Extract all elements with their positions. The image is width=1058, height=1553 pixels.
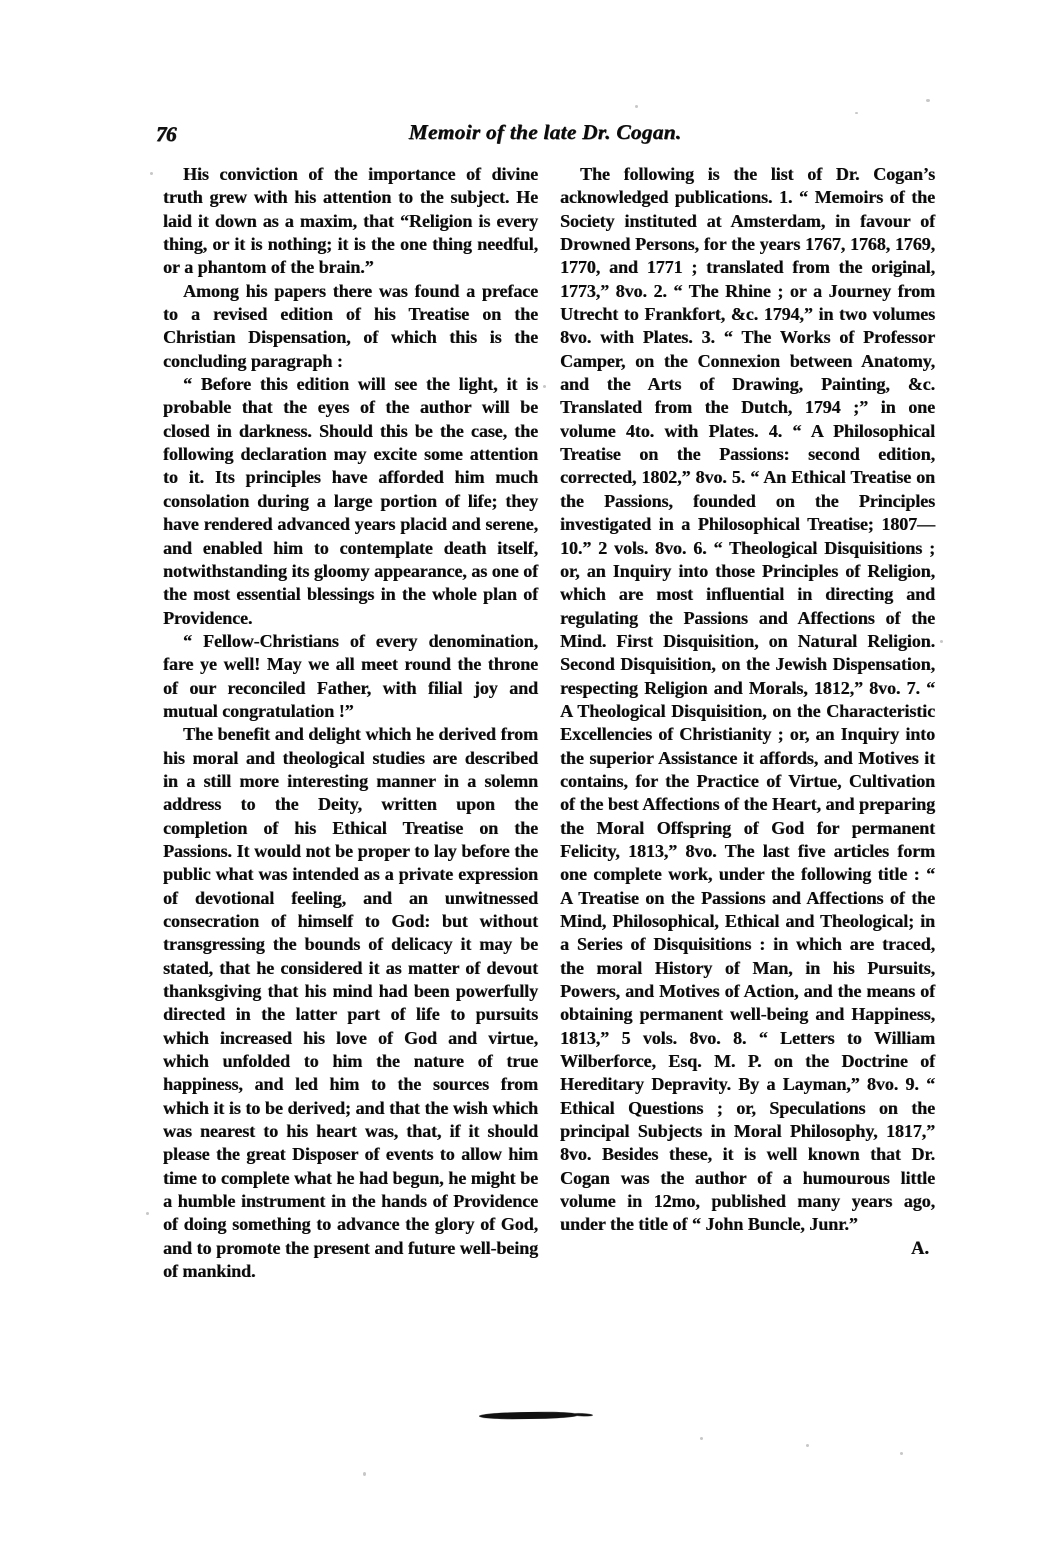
section-ornament-rule	[479, 1411, 579, 1419]
scan-speck	[940, 640, 943, 643]
scan-speck	[806, 1444, 809, 1447]
right-text-column	[560, 163, 935, 1284]
scan-speck	[146, 1212, 149, 1215]
body-columns	[163, 163, 935, 1284]
article-signature: A.	[911, 1238, 929, 1259]
paragraph: Among his papers there was found a preface to a revised edition of his Treatise on the Christian Dispensation, of which this is the concluding paragraph :	[163, 280, 538, 371]
scan-speck	[855, 112, 858, 114]
scan-speck	[543, 385, 546, 388]
scan-speck	[635, 105, 638, 108]
left-text-column	[163, 163, 538, 1284]
scan-speck	[900, 1452, 903, 1455]
paragraph: The following is the list of Dr. Cogan’s acknowledged publications. 1. “ Memoirs of the Society instituted at Amsterdam, in favour of Drowned Persons, for the years 1767, 1768, 1769, 1770, and 1771 ; translated from the original, 1773,” 8vo. 2. “ The Rhine ; or a Journey from Utrecht to Frankfort, &c. 1794,” in two volumes 8vo. with Plates. 3. “ The Works of Professor Camper, on the Connexion between Anatomy, and the Arts of Drawing, Painting, &c. Translated from the Dutch, 1794 ;” in one volume 4to. with Plates. 4. “ A Philosophical Treatise on the Passions: second edition, corrected, 1802,” 8vo. 5. “ An Ethical Treatise on the Passions, founded on the Principles investigated in a Philosophical Treatise; 1807—10.” 2 vols. 8vo. 6. “ Theological Disquisitions ; or, an Inquiry into those Principles of Religion, which are most influential in directing and regulating the Passions and Affections of the Mind. First Disquisition, on Natural Religion. Second Disquisition, on the Jewish Dispensation, respecting Religion and Morals, 1812,” 8vo. 7. “ A Theological Disquisition, on the Characteristic Excellencies of Christianity ; or, an Inquiry into the superior Assistance it affords, and Motives it contains, for the Practice of Virtue, Cultivation of the best Affections of the Heart, and preparing the Moral Offspring of God for permanent Felicity, 1813,” 8vo. The last five articles form one complete work, under the following title : “ A Treatise on the Passions and Affections of the Mind, Philosophical, Ethical and Theological; in a Series of Disquisitions : in which are traced, the moral History of Man, in his Pursuits, Powers, and Motives of Action, and the means of obtaining permanent well-being and Happiness, 1813,” 5 vols. 8vo. 8. “ Letters to William Wilberforce, Esq. M. P. on the Doctrine of Hereditary Depravity. By a Layman,” 8vo. 9. “ Ethical Questions ; or, Speculations on the principal Subjects in Moral Philosophy, 1817,” 8vo. Besides these, it is well known that Dr. Cogan was the author of a humourous little volume in 12mo, published many years ago, under the title of “ John Buncle, Junr.”	[560, 164, 935, 1235]
scan-speck	[926, 99, 930, 102]
paragraph: His conviction of the importance of divine truth grew with his attention to the subject. He laid it down as a maxim, that “Religion is every thing, or it is nothing; it is the one thing needful, or a phantom of the brain.”	[163, 164, 538, 278]
page-folio-number: 76	[156, 122, 176, 146]
running-head	[150, 118, 940, 158]
paragraph: “ Before this edition will see the light, it is probable that the eyes of the author will be closed in darkness. Should this be the case, the following declaration may excite some attention to it. Its principles have afforded him much consolation during a large portion of life; they have rendered advanced years placid and serene, and enabled him to contemplate death itself, notwithstanding its gloomy appearance, as one of the most essential blessings in the whole plan of Providence.	[163, 374, 538, 628]
paragraph: “ Fellow-Christians of every denomination, fare ye well! May we all meet round the throne of our reconciled Father, with filial joy and mutual congratulation !”	[163, 630, 538, 721]
running-head-title: Memoir of the late Dr. Cogan.	[408, 120, 682, 144]
paragraph: The benefit and delight which he derived from his moral and theological studies are described in a still more interesting manner in a solemn address to the Deity, written upon the completion of his Ethical Treatise on the Passions. It would not be proper to lay before the public what was intended as a private expression of devotional feeling, and an unwitnessed consecration of himself to God: but without transgressing the bounds of delicacy it may be stated, that he considered it as matter of devout thanksgiving that his mind had been powerfully directed in the latter part of life to pursuits which increased his love of God and virtue, which unfolded to him the nature of true happiness, and led him to the sources from which it is to be derived; and that the wish which was nearest to his heart was, that, if it should please the great Disposer of events to allow him time to complete what he had begun, he might be a humble instrument in the hands of Providence of doing something to advance the glory of God, and to promote the present and future well-being of mankind.	[163, 724, 538, 1282]
scan-speck	[700, 1437, 703, 1440]
scan-speck	[363, 1472, 366, 1476]
scan-speck	[150, 172, 153, 175]
